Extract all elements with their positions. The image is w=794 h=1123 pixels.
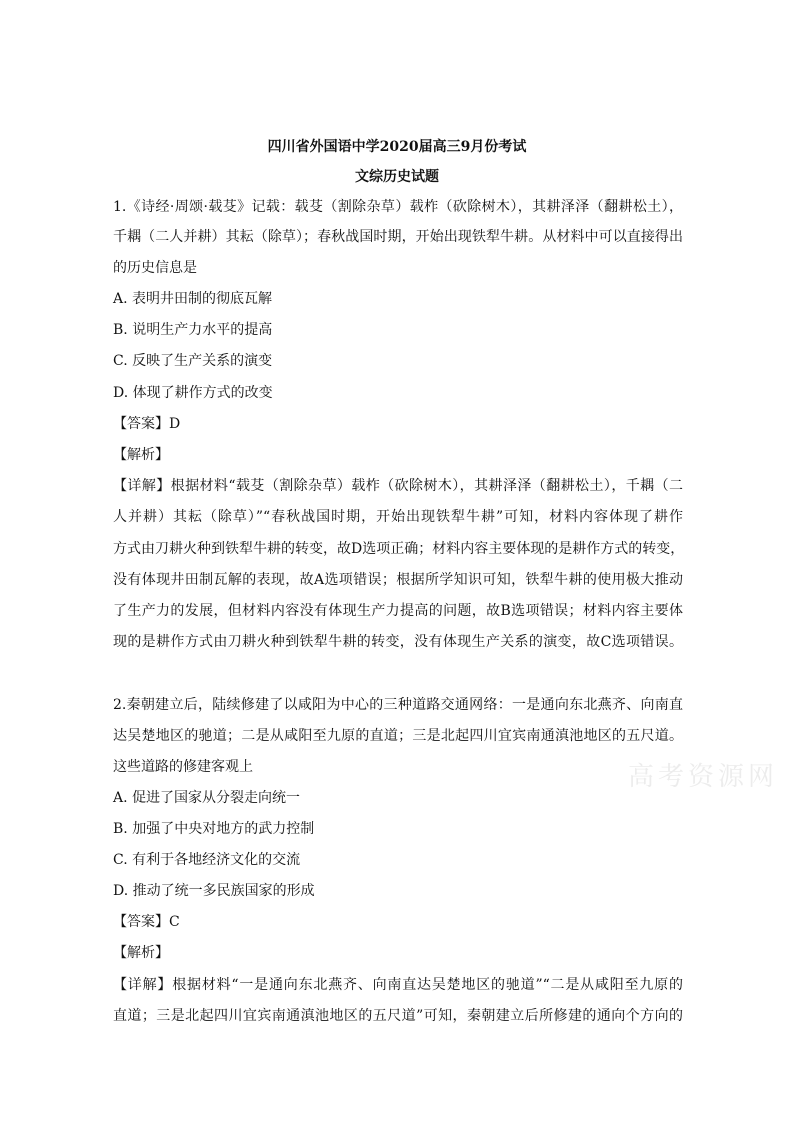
q1-detail-line: 【详解】根据材料“载芟（割除杂草）载柞（砍除树木），其耕泽泽（翻耕松土），千耦（二 [113, 478, 683, 494]
page-subtitle: 文综历史试题 [355, 169, 439, 185]
q2-detail-line: 直道；三是北起四川宜宾南通滇池地区的五尺道”可知，秦朝建立后所修建的通向个方向的 [113, 1008, 683, 1024]
q1-detail-line: 没有体现井田制瓦解的表现，故A选项错误；根据所学知识可知，铁犁牛耕的使用极大推动 [113, 572, 683, 588]
q2-stem-line: 这些道路的修建客观上 [113, 759, 253, 775]
page-title: 四川省外国语中学2020届高三9月份考试 [267, 139, 527, 155]
q1-detail-line: 人并耕）其耘（除草）”“春秋战国时期，开始出现铁犁牛耕”可知，材料内容体现了耕作 [113, 509, 683, 525]
q1-stem-line: 千耦（二人并耕）其耘（除草）；春秋战国时期，开始出现铁犁牛耕。从材料中可以直接得出 [113, 229, 683, 245]
q1-option-b: B. 说明生产力水平的提高 [113, 322, 273, 338]
q1-detail-line: 了生产力的发展，但材料内容没有体现生产力提高的问题，故B选项错误；材料内容主要体 [113, 603, 683, 619]
q1-detail-line: 方式由刀耕火种到铁犁牛耕的转变，故D选项正确；材料内容主要体现的是耕作方式的转变， [113, 541, 685, 557]
q2-answer: 【答案】C [113, 914, 180, 930]
q2-option-b: B. 加强了中央对地方的武力控制 [113, 821, 315, 837]
q1-option-d: D. 体现了耕作方式的改变 [113, 385, 273, 401]
q2-analysis-label: 【解析】 [113, 945, 169, 961]
q1-analysis-label: 【解析】 [113, 447, 169, 463]
q2-option-d: D. 推动了统一多民族国家的形成 [113, 883, 315, 899]
q1-answer: 【答案】D [113, 416, 181, 432]
watermark: 高考资源网 [628, 762, 779, 792]
q2-option-a: A. 促进了国家从分裂走向统一 [113, 790, 301, 806]
q1-option-c: C. 反映了生产关系的演变 [113, 353, 273, 369]
q2-detail-line: 【详解】根据材料“一是通向东北燕齐、向南直达吴楚地区的驰道”“二是从咸阳至九原的 [113, 977, 683, 993]
q1-option-a: A. 表明井田制的彻底瓦解 [113, 291, 273, 307]
q1-stem-line: 1.《诗经·周颂·载芟》记载：载芟（割除杂草）载柞（砍除树木），其耕泽泽（翻耕松土）， [113, 199, 683, 215]
q2-stem-line: 达吴楚地区的驰道；二是从咸阳至九原的直道；三是北起四川宜宾南通滇池地区的五尺道。 [113, 728, 683, 744]
q1-detail-line: 现的是耕作方式由刀耕火种到铁犁牛耕的转变，没有体现生产关系的演变，故C选项错误。 [113, 634, 683, 650]
q2-option-c: C. 有利于各地经济文化的交流 [113, 852, 301, 868]
q2-stem-line: 2.秦朝建立后，陆续修建了以咸阳为中心的三种道路交通网络：一是通向东北燕齐、向南直 [113, 697, 683, 713]
q1-stem-line: 的历史信息是 [113, 260, 197, 276]
